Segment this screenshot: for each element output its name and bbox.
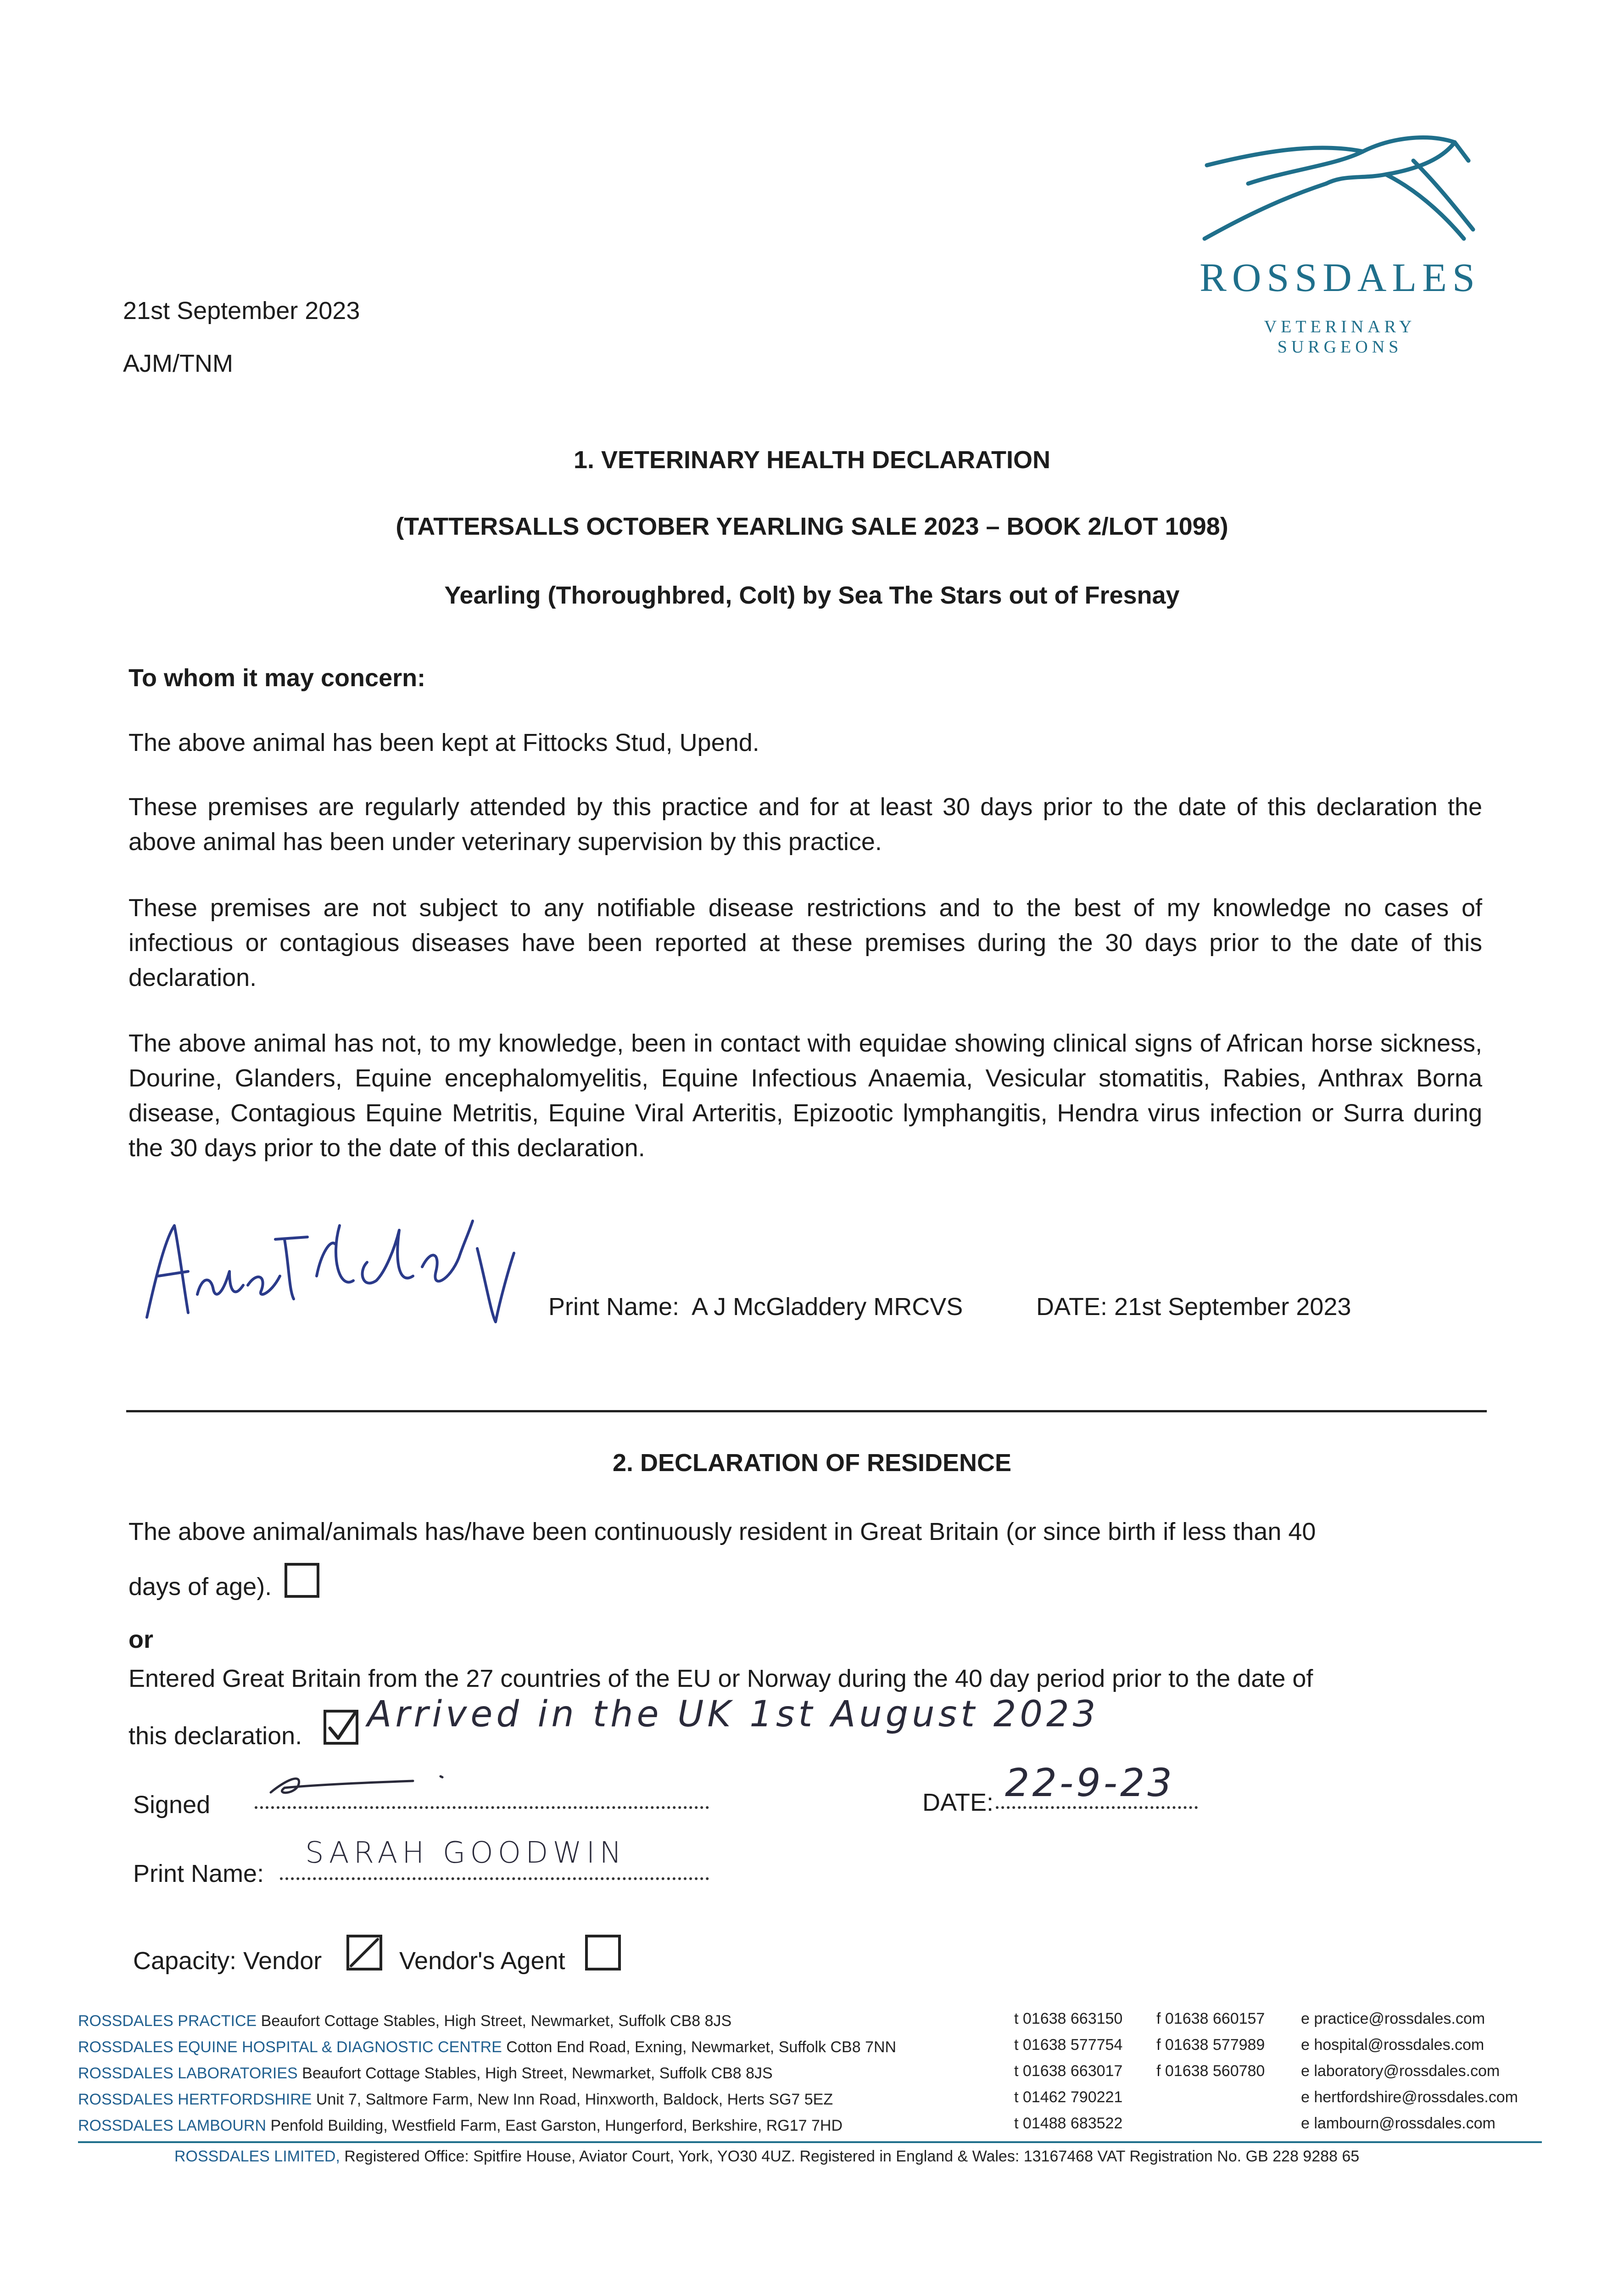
handwritten-date: 22-9-23 [1005, 1760, 1175, 1805]
rossdales-logo [1198, 133, 1482, 252]
office-email[interactable]: e hospital@rossdales.com [1301, 2036, 1484, 2054]
or-label: or [128, 1626, 153, 1653]
residence-date-line [996, 1806, 1198, 1809]
footer-rule [78, 2141, 1542, 2143]
entered-line-2: this declaration. [128, 1722, 302, 1750]
office-tel: t 01638 577754 [1014, 2036, 1123, 2054]
office-name: ROSSDALES HERTFORDSHIRE [78, 2091, 312, 2108]
office-tel: t 01638 663017 [1014, 2062, 1123, 2080]
signed-label: Signed [133, 1791, 211, 1819]
signed-line [255, 1806, 709, 1809]
footer-emails [1301, 2006, 1540, 2137]
office-fax: f 01638 660157 [1156, 2010, 1265, 2027]
animal-description: Yearling (Thoroughbred, Colt) by Sea The Stars out of Fresnay [444, 582, 1180, 609]
office-email[interactable]: e practice@rossdales.com [1301, 2010, 1485, 2027]
letter-date: 21st September 2023 [123, 297, 360, 325]
vendor-checkbox[interactable] [346, 1935, 382, 1970]
residence-print-name-label: Print Name: [133, 1860, 264, 1887]
office-tel: t 01462 790221 [1014, 2088, 1123, 2106]
resident-line-2: days of age). [128, 1573, 272, 1601]
office-address: Penfold Building, Westfield Farm, East Garston, Hungerford, Berkshire, RG17 7HD [270, 2117, 843, 2134]
office-name: ROSSDALES LAMBOURN [78, 2117, 266, 2134]
registered-details: Registered Office: Spitfire House, Aviator Court, York, YO30 4UZ. Registered in England & Wales: 13167468 VAT Registration No. GB 228 9288 65 [344, 2148, 1360, 2165]
print-name-label: Print Name: [548, 1293, 680, 1321]
vendor-signature [266, 1767, 450, 1804]
section-divider [126, 1410, 1487, 1412]
paragraph-restrictions: These premises are not subject to any notifiable disease restrictions and to the best of my knowledge no cases of infectious or contagious diseases have been reported at these premises during the 30 days prior to the date of this declaration. [128, 894, 1482, 991]
footer-office-row [78, 2008, 1014, 2034]
check-slash-icon [349, 1937, 379, 1968]
horse-logo-icon [1198, 133, 1482, 252]
footer-offices [78, 2008, 1014, 2139]
paragraph-supervision: These premises are regularly attended by this practice and for at least 30 days prior to the date of this declaration the above animal has been under veterinary supervision by this practice. [128, 793, 1482, 856]
office-email[interactable]: e hertfordshire@rossdales.com [1301, 2088, 1518, 2106]
reference: AJM/TNM [123, 350, 233, 377]
footer-office-row [78, 2034, 1014, 2060]
registered-company-name: ROSSDALES LIMITED, [174, 2148, 340, 2165]
paragraph-contact: The above animal has not, to my knowledge, been in contact with equidae showing clinical signs of African horse sickness, Dourine, Glanders, Equine encephalomyelitis, Equine Infectious Anaemia, Vesicular stomatitis, Rabies, Anthrax Borna disease, Contagious Equine Metritis, Equine Viral Arteritis, Epizootic lymphangitis, Hendra virus infection or Surra during the 30 days prior to the date of this declaration. [128, 1030, 1482, 1162]
paragraph-kept: The above animal has been kept at Fittocks Stud, Upend. [128, 729, 759, 756]
entered-checkbox[interactable] [324, 1710, 358, 1745]
vendors-agent-checkbox[interactable] [585, 1935, 621, 1970]
print-name-value: A J McGladdery MRCVS [692, 1293, 963, 1321]
print-name-line [280, 1877, 709, 1880]
logo-name: ROSSDALES [1200, 256, 1480, 300]
footer-office-row [78, 2113, 1014, 2139]
section2-title: 2. DECLARATION OF RESIDENCE [612, 1449, 1012, 1477]
vet-signature [138, 1184, 551, 1331]
vet-date-label: DATE: [1036, 1293, 1108, 1321]
handwritten-print-name: SARAH GOODWIN [305, 1836, 626, 1870]
residence-date-label: DATE: [922, 1789, 994, 1816]
handwritten-arrival-note: Arrived in the UK 1st August 2023 [367, 1694, 1099, 1735]
office-name: ROSSDALES LABORATORIES [78, 2065, 298, 2082]
office-name: ROSSDALES EQUINE HOSPITAL & DIAGNOSTIC CENTRE [78, 2038, 502, 2056]
check-mark-icon [326, 1713, 356, 1742]
logo-subtitle: VETERINARY SURGEONS [1264, 317, 1416, 357]
footer-office-row [78, 2060, 1014, 2087]
office-name: ROSSDALES PRACTICE [78, 2012, 257, 2030]
office-tel: t 01638 663150 [1014, 2010, 1123, 2027]
salutation: To whom it may concern: [128, 664, 426, 692]
office-email[interactable]: e lambourn@rossdales.com [1301, 2115, 1496, 2132]
capacity-vendor-label: Capacity: Vendor [133, 1947, 322, 1975]
office-address: Cotton End Road, Exning, Newmarket, Suffolk CB8 7NN [506, 2038, 897, 2056]
office-address: Unit 7, Saltmore Farm, New Inn Road, Hinxworth, Baldock, Herts SG7 5EZ [316, 2091, 833, 2108]
office-fax: f 01638 560780 [1156, 2062, 1265, 2080]
vet-date-value: 21st September 2023 [1114, 1293, 1351, 1321]
office-email[interactable]: e laboratory@rossdales.com [1301, 2062, 1500, 2080]
office-address: Beaufort Cottage Stables, High Street, Newmarket, Suffolk CB8 8JS [261, 2012, 732, 2030]
registered-office [174, 2144, 1359, 2170]
resident-line-1: The above animal/animals has/have been continuously resident in Great Britain (or since birth if less than 40 [128, 1518, 1316, 1545]
entered-line-1: Entered Great Britain from the 27 countries of the EU or Norway during the 40 day period prior to the date of [128, 1665, 1313, 1692]
vendors-agent-label: Vendor's Agent [399, 1947, 565, 1975]
office-fax: f 01638 577989 [1156, 2036, 1265, 2054]
footer-telephones [1014, 2006, 1152, 2137]
office-address: Beaufort Cottage Stables, High Street, Newmarket, Suffolk CB8 8JS [302, 2065, 773, 2082]
footer-faxes [1156, 2006, 1294, 2084]
section1-subtitle: (TATTERSALLS OCTOBER YEARLING SALE 2023 – BOOK 2/LOT 1098) [396, 513, 1228, 540]
office-tel: t 01488 683522 [1014, 2115, 1123, 2132]
section1-title: 1. VETERINARY HEALTH DECLARATION [573, 446, 1051, 474]
footer-office-row [78, 2087, 1014, 2113]
resident-checkbox[interactable] [285, 1563, 319, 1598]
